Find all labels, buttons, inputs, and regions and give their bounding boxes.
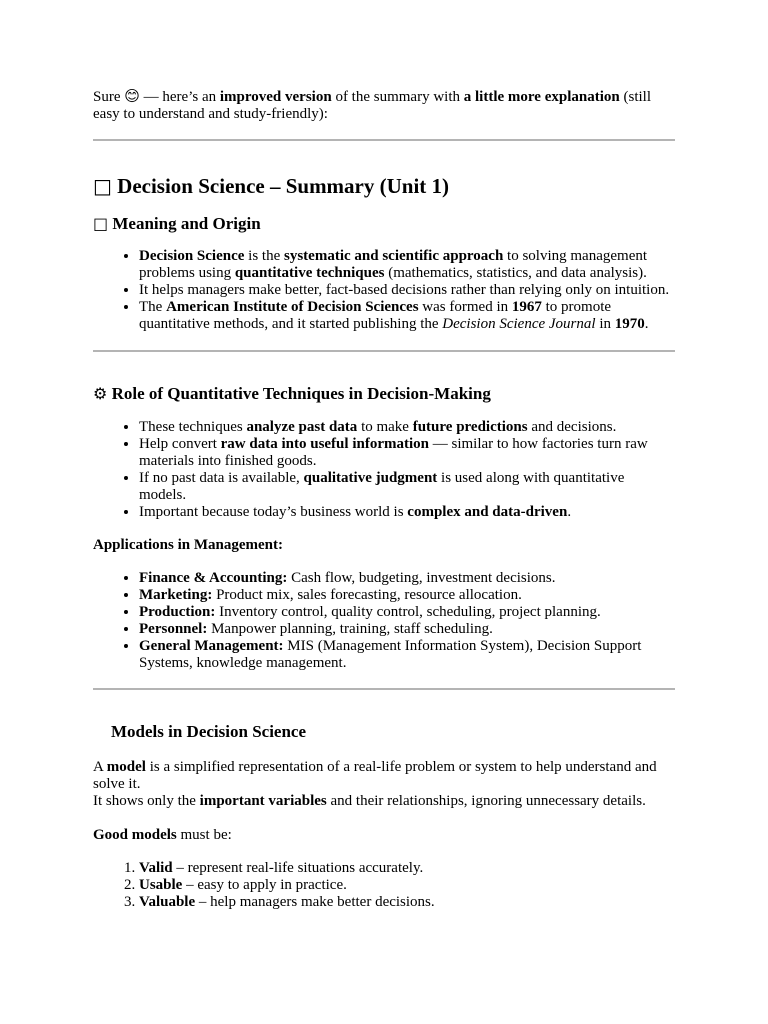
list-item	[139, 604, 675, 621]
meaning-heading	[93, 213, 675, 234]
text: These techniques	[139, 419, 247, 435]
list-item	[139, 638, 675, 672]
bold-text: Finance & Accounting:	[139, 570, 288, 586]
intro-bold: a little more explanation	[463, 89, 620, 105]
text: and their relationships, ignoring unnecessary details.	[326, 793, 646, 809]
list-item	[139, 570, 675, 587]
bold-text: future predictions	[412, 419, 528, 435]
text: and decisions.	[527, 419, 617, 435]
role-heading-text: Role of Quantitative Techniques in Decision-Making	[107, 384, 491, 403]
text: must be:	[176, 827, 232, 843]
text: If no past data is available,	[139, 470, 304, 486]
bold-text: qualitative judgment	[303, 470, 438, 486]
bold-text: General Management:	[139, 638, 284, 654]
page-title-text: Decision Science – Summary (Unit 1)	[117, 174, 450, 198]
intro-text: of the summary with	[331, 89, 464, 105]
text: A	[93, 759, 107, 775]
text: is the	[244, 248, 284, 264]
bold-text: Marketing:	[139, 587, 213, 603]
text: is a simplified representation of a real-life problem or system to help understand and solve it.	[93, 759, 657, 792]
list-item	[139, 248, 675, 282]
text: MIS (Management Information System), Decision Support Systems, knowledge management.	[139, 638, 642, 671]
text: .	[644, 316, 649, 332]
good-models-list	[93, 860, 675, 911]
bold-text: important variables	[199, 793, 327, 809]
page-title	[93, 173, 675, 199]
bold-text: raw data into useful information	[220, 436, 429, 452]
models-heading	[93, 721, 675, 742]
role-list	[93, 419, 675, 521]
bold-text: Valid	[139, 860, 173, 876]
list-item	[139, 470, 675, 504]
bold-text: Personnel:	[139, 621, 208, 637]
list-item: • It helps managers make better, fact-based decisions rather than relying only on intuition.	[139, 282, 675, 299]
text: Help convert	[139, 436, 221, 452]
list-item	[139, 504, 675, 521]
list-item	[139, 419, 675, 436]
text: to make	[357, 419, 413, 435]
bold-text: Usable	[139, 877, 183, 893]
horizontal-divider	[93, 139, 675, 141]
bold-text: model	[106, 759, 146, 775]
intro-bold: improved version	[219, 89, 332, 105]
text: – represent real-life situations accurately.	[172, 860, 424, 876]
applications-list	[93, 570, 675, 672]
bold-text: Good models	[93, 827, 177, 843]
italic-text: Decision Science Journal	[442, 316, 596, 332]
list-item	[139, 299, 675, 333]
text: – easy to apply in practice.	[182, 877, 347, 893]
text: (mathematics, statistics, and data analysis).	[384, 265, 647, 281]
applications-heading-text: Applications in Management:	[93, 537, 284, 553]
title-icon: □	[93, 174, 112, 198]
text: It shows only the	[93, 793, 200, 809]
smiley-emoji-icon: 😊	[124, 87, 140, 105]
models-heading-text: Models in Decision Science	[111, 722, 307, 741]
list-item	[139, 436, 675, 470]
text: Manpower planning, training, staff scheduling.	[207, 621, 493, 637]
document-body	[93, 88, 675, 911]
text: Inventory control, quality control, scheduling, project planning.	[215, 604, 601, 620]
bold-text: 1967	[511, 299, 542, 315]
list-item	[139, 877, 675, 894]
text: was formed in	[418, 299, 512, 315]
text: Cash flow, budgeting, investment decisions.	[287, 570, 556, 586]
horizontal-divider	[93, 350, 675, 352]
bold-text: Production:	[139, 604, 216, 620]
bold-text: complex and data-driven	[407, 504, 568, 520]
bold-text: systematic and scientific approach	[284, 248, 504, 264]
horizontal-divider	[93, 688, 675, 690]
text: Important because today’s business world is	[139, 504, 408, 520]
good-models-paragraph	[93, 827, 675, 844]
text: is used along with quantitative models.	[139, 470, 625, 503]
text: in	[595, 316, 615, 332]
meaning-icon: □	[93, 214, 109, 233]
bold-text: quantitative techniques	[234, 265, 385, 281]
list-item	[139, 860, 675, 877]
list-item	[139, 587, 675, 604]
applications-heading	[93, 537, 675, 554]
text: The	[139, 299, 167, 315]
list-item	[139, 621, 675, 638]
text: Product mix, sales forecasting, resource allocation.	[212, 587, 522, 603]
intro-text: Sure	[93, 89, 125, 105]
gear-icon: ⚙	[93, 384, 108, 403]
meaning-list	[93, 248, 675, 333]
role-heading	[93, 383, 675, 404]
text: .	[567, 504, 572, 520]
bold-text: American Institute of Decision Sciences	[166, 299, 419, 315]
meaning-heading-text: Meaning and Origin	[112, 214, 261, 233]
intro-paragraph	[93, 88, 675, 123]
bold-text: Decision Science	[139, 248, 245, 264]
text: to solving management problems using	[139, 248, 648, 281]
list-item	[139, 894, 675, 911]
intro-text: — here’s an	[139, 89, 220, 105]
bold-text: Valuable	[139, 894, 196, 910]
intro-text: (still easy to understand and study-friendly):	[93, 89, 651, 122]
text: to promote quantitative methods, and it started publishing the	[139, 299, 612, 332]
text: — similar to how factories turn raw materials into finished goods.	[139, 436, 648, 469]
text: – help managers make better decisions.	[195, 894, 435, 910]
bold-text: 1970	[614, 316, 645, 332]
models-paragraph	[93, 759, 675, 810]
bold-text: analyze past data	[246, 419, 358, 435]
